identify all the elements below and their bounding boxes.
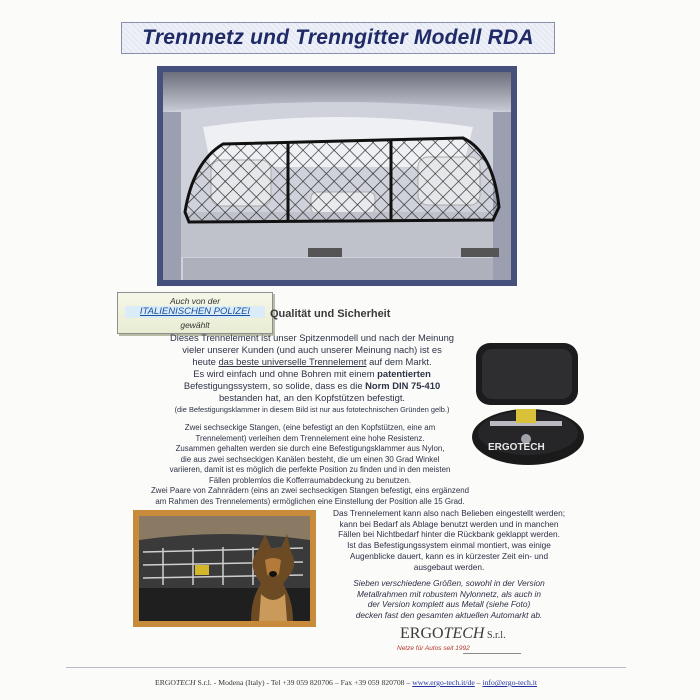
email-link[interactable]: info@ergo-tech.it — [482, 678, 537, 687]
adjust-line: ausgebaut werden. — [413, 561, 485, 572]
car-net-photo — [157, 66, 517, 286]
page-title: Trennnetz und Trenngitter Modell RDA — [142, 26, 534, 49]
tech-line: die aus zwei sechseckigen Kanälen besteht, die um einen 30 Grad Winkel — [180, 454, 440, 464]
case-brand-text: ERGOTECH — [488, 442, 545, 453]
footer-contact: ERGOTECH S.r.l. - Modena (Italy) - Tel +39 059 820706 – Fax +39 059 820708 – www.ergo-tech.it/de – info@ergo-tech.it — [155, 678, 537, 687]
dog-car-photo — [133, 510, 316, 627]
car-net-illustration — [163, 72, 511, 280]
adjust-line: Augenblicke dauert, kann es in kürzester Zeit ein- und — [349, 550, 549, 561]
section-subtitle: Qualität und Sicherheit — [270, 308, 391, 320]
tech-line: am Rahmen des Trennelements) ermöglichen eine Einstellung der Position alle 15 Grad. — [155, 496, 465, 506]
title-banner — [121, 22, 555, 54]
technical-paragraph — [145, 423, 475, 507]
intro-paragraph — [152, 332, 472, 416]
patent-text: patentierten — [377, 368, 431, 379]
tech-line: Zwei Paare von Zahnrädern (eins an zwei sechseckigen Stangen befestigt, eins ergänzend — [150, 486, 469, 495]
sizes-line: decken fast den gesamten aktuellen Automarkt ab. — [355, 610, 543, 621]
adjust-line: Fällen bei Nichtbedarf hinter die Rückbank geklappt werden. — [338, 529, 560, 540]
adjust-line: Ist das Befestigungssystem einmal montiert, was einige — [347, 540, 551, 551]
brand-tagline: Netze für Autos seit 1992 — [397, 645, 470, 652]
tech-line: Trennelement) verleihen dem Trennelement eine hohe Resistenz. — [195, 433, 425, 443]
tech-line: variieren, damit ist es möglich die perfekte Position zu finden und in den meisten — [169, 465, 451, 474]
intro-line: Dieses Trennelement ist unser Spitzenmodell und nach der Meinung — [169, 332, 454, 343]
footer-divider — [66, 667, 626, 668]
mounting-case-photo — [468, 339, 586, 467]
sizes-line: Metallrahmen mit robustem Nylonnetz, als auch in — [357, 588, 541, 599]
tech-line: Zwei sechseckige Stangen, (eine befestigt an den Kopfstützen, eine am — [184, 423, 436, 432]
intro-line: Befestigungssystem, so solide, dass es die Norm DIN 75-410 — [183, 380, 441, 391]
sizes-paragraph — [318, 578, 580, 621]
intro-line: Es wird einfach und ohne Bohren mit einem patentierten — [193, 368, 431, 379]
norm-text: Norm DIN 75-410 — [365, 380, 441, 391]
police-badge — [117, 292, 273, 334]
adjust-line: Das Trennelement kann also nach Belieben eingestellt werden; — [333, 508, 565, 518]
intro-line: bestanden hat, an den Kopfstützen befestigt. — [218, 392, 406, 403]
tagline-divider — [463, 653, 521, 654]
adjust-line: kann bei Bedarf als Ablage benutzt werden und in manchen — [339, 518, 559, 529]
badge-line-1: Auch von der — [169, 296, 221, 306]
intro-note: (die Befestigungsklammer in diesem Bild ist nur aus fototechnischen Gründen gelb.) — [174, 405, 450, 414]
tech-line: Fällen problemlos die Kofferraumabdeckung zu benutzen. — [208, 475, 412, 485]
intro-line: vieler unserer Kunden (und auch unserer Meinung nach) ist es — [182, 344, 442, 355]
sizes-line: Sieben verschiedene Größen, sowohl in der Version — [353, 578, 545, 588]
website-link[interactable]: www.ergo-tech.it/de — [412, 678, 475, 687]
brand-logo: ERGOTECH S.r.l. — [400, 625, 506, 642]
intro-line: heute das beste universelle Trennelement auf dem Markt. — [192, 356, 432, 367]
adjustment-paragraph — [318, 508, 580, 572]
highlight-text: das beste universelle Trennelement — [218, 356, 367, 367]
badge-line-2: ITALIENISCHEN POLIZEI — [125, 306, 265, 318]
sizes-line: der Version komplett aus Metall (siehe Foto) — [367, 599, 531, 610]
tech-line: Zusammen gehalten werden sie durch eine Befestigungsklammer aus Nylon, — [175, 444, 445, 453]
badge-line-3: gewählt — [180, 320, 210, 330]
